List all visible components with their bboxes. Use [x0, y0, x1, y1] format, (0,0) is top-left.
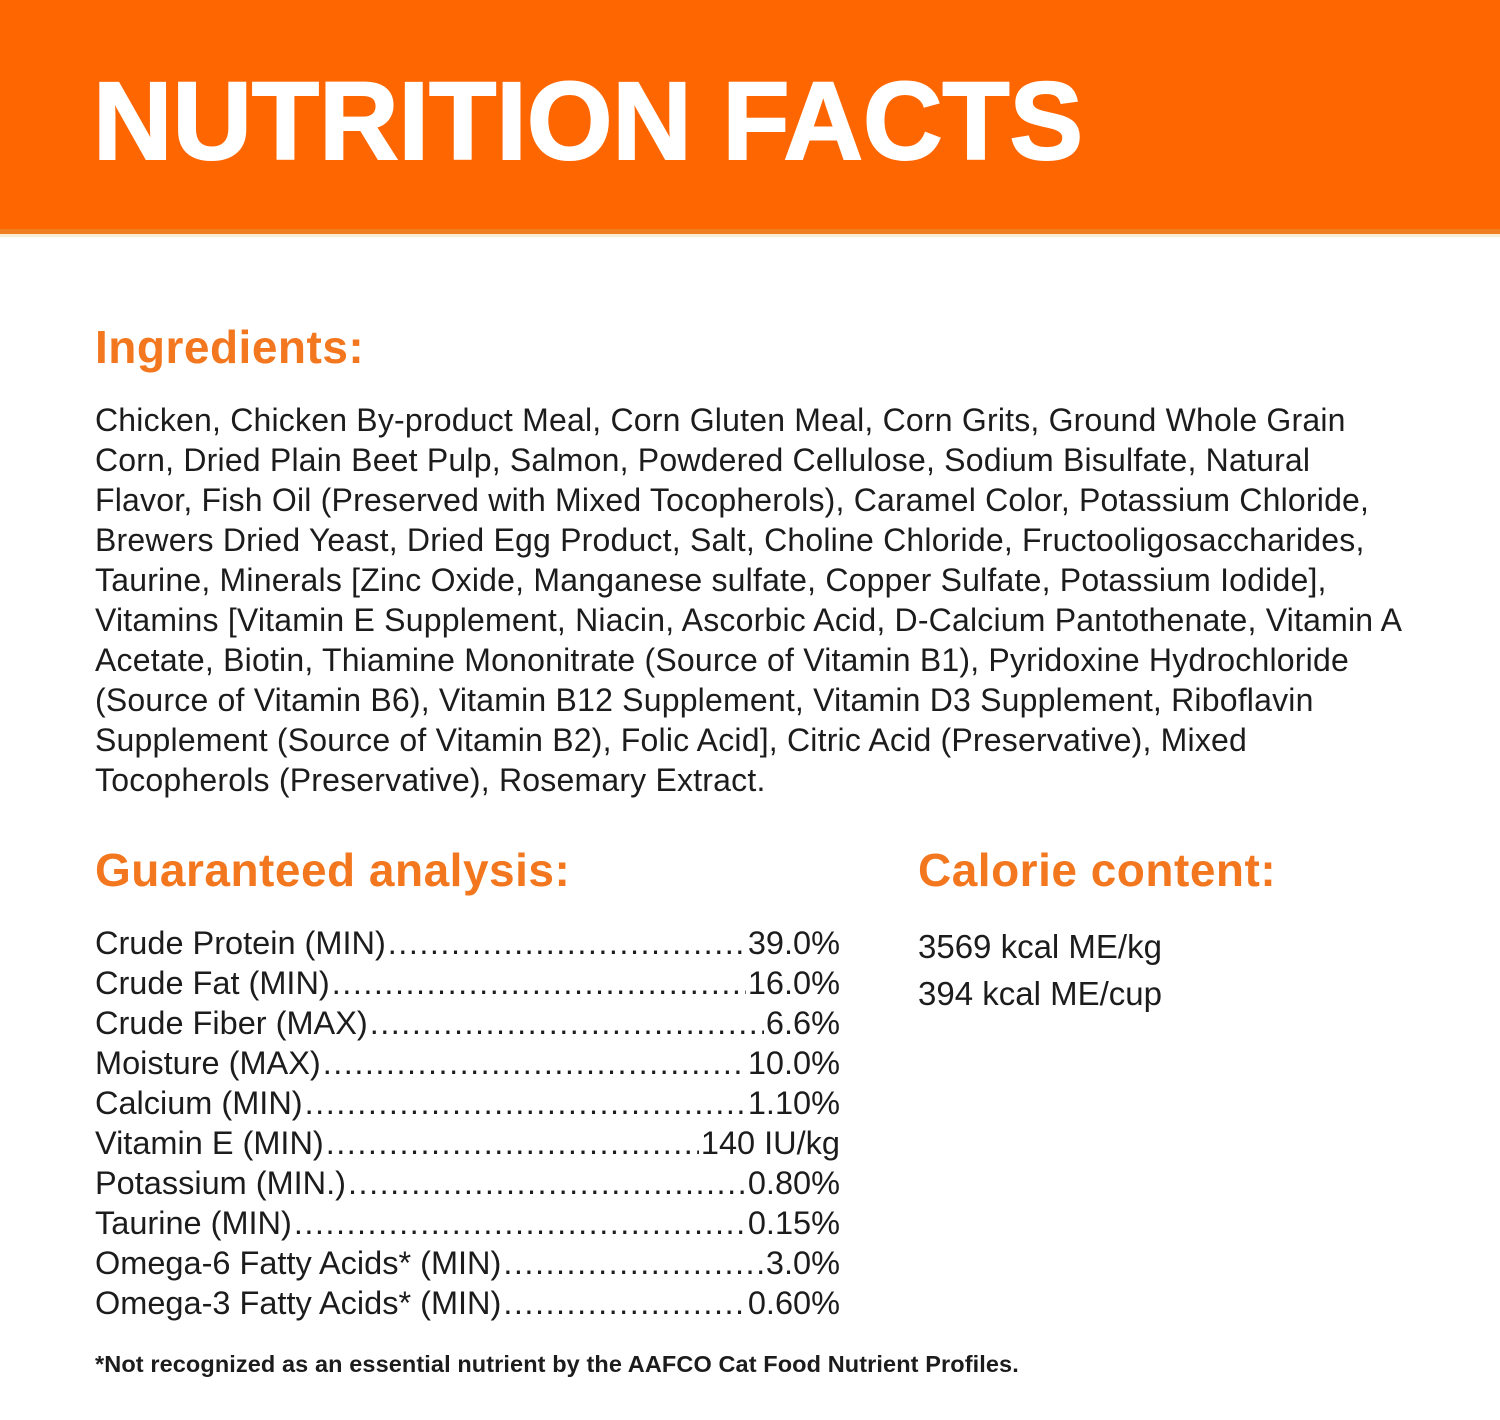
analysis-row: [95, 1203, 840, 1243]
calorie-content-section: [918, 844, 1412, 1323]
analysis-row: [95, 1283, 840, 1323]
analysis-row-label: Taurine (MIN): [95, 1204, 292, 1241]
analysis-row: [95, 1123, 840, 1163]
analysis-row-label: Crude Protein (MIN): [95, 924, 386, 961]
analysis-row-value: 1.10%: [747, 1084, 840, 1121]
label-content: [0, 321, 1500, 1378]
dot-leader: [305, 1083, 746, 1123]
analysis-row-label: Omega-6 Fatty Acids* (MIN): [95, 1244, 502, 1281]
analysis-row-label: Crude Fat (MIN): [95, 964, 330, 1001]
analysis-row-value: 0.15%: [747, 1204, 840, 1241]
analysis-row-value: 10.0%: [747, 1044, 840, 1081]
analysis-row-value: 3.0%: [765, 1244, 840, 1281]
analysis-calorie-columns: [95, 844, 1412, 1323]
analysis-row: [95, 1003, 840, 1043]
dot-leader: [332, 963, 746, 1003]
ingredients-heading: Ingredients:: [95, 321, 365, 373]
analysis-row-label: Moisture (MAX): [95, 1044, 321, 1081]
dot-leader: [348, 1163, 746, 1203]
analysis-row-value: 6.6%: [765, 1004, 840, 1041]
analysis-row-label: Vitamin E (MIN): [95, 1124, 324, 1161]
guaranteed-analysis-section: [95, 844, 840, 1323]
dot-leader: [388, 923, 746, 963]
analysis-row-value: 0.60%: [747, 1284, 840, 1321]
calorie-line: 3569 kcal ME/kg: [918, 927, 1162, 965]
analysis-row: [95, 923, 840, 963]
dot-leader: [503, 1283, 745, 1323]
dot-leader: [370, 1003, 764, 1043]
dot-leader: [323, 1043, 746, 1083]
analysis-row-label: Omega-3 Fatty Acids* (MIN): [95, 1284, 502, 1321]
footnote: *Not recognized as an essential nutrient by the AAFCO Cat Food Nutrient Profiles.: [95, 1350, 1019, 1377]
calorie-content-heading: Calorie content:: [918, 843, 1277, 896]
analysis-row: [95, 1043, 840, 1083]
analysis-row: [95, 1243, 840, 1283]
ingredients-section: [95, 321, 1412, 800]
header-banner: [0, 0, 1500, 234]
calorie-line: 394 kcal ME/cup: [918, 974, 1162, 1012]
analysis-row-label: Crude Fiber (MAX): [95, 1004, 368, 1041]
dot-leader: [326, 1123, 699, 1163]
analysis-row-label: Potassium (MIN.): [95, 1164, 347, 1201]
analysis-row-value: 16.0%: [747, 964, 840, 1001]
calorie-lines: [918, 923, 1412, 1017]
dot-leader: [503, 1243, 764, 1283]
guaranteed-analysis-heading: Guaranteed analysis:: [95, 843, 571, 896]
analysis-row-label: Calcium (MIN): [95, 1084, 303, 1121]
ingredients-text: Chicken, Chicken By-product Meal, Corn Gluten Meal, Corn Grits, Ground Whole Grain Corn, Dried Plain Beet Pulp, Salmon, Powdered Cellulose, Sodium Bisulfate, Natural Flavor, Fish Oil (Preserved with Mixed Tocopherols), Caramel Color, Potassium Chloride, Brewers Dried Yeast, Dried Egg Product, Salt, Choline Chloride, Fructooligosaccharides, Taurine, Minerals [Zinc Oxide, Manganese sulfate, Copper Sulfate, Potassium Iodide], Vitamins [Vitamin E Supplement, Niacin, Ascorbic Acid, D-Calcium Pantothenate, Vitamin A Acetate, Biotin, Thiamine Mononitrate (Source of Vitamin B1), Pyridoxine Hydrochloride (Source of Vitamin B6), Vitamin B12 Supplement, Vitamin D3 Supplement, Riboflavin Supplement (Source of Vitamin B2), Folic Acid], Citric Acid (Preservative), Mixed Tocopherols (Preservative), Rosemary Extract.: [95, 401, 1401, 798]
analysis-row: [95, 963, 840, 1003]
analysis-row: [95, 1163, 840, 1203]
banner-bottom-edge: [0, 234, 1500, 237]
dot-leader: [294, 1203, 746, 1243]
analysis-row-value: 39.0%: [747, 924, 840, 961]
analysis-row-value: 140 IU/kg: [700, 1124, 840, 1161]
analysis-row-value: 0.80%: [747, 1164, 840, 1201]
page-title: NUTRITION FACTS: [93, 59, 1083, 183]
analysis-row: [95, 1083, 840, 1123]
analysis-rows: [95, 923, 840, 1323]
